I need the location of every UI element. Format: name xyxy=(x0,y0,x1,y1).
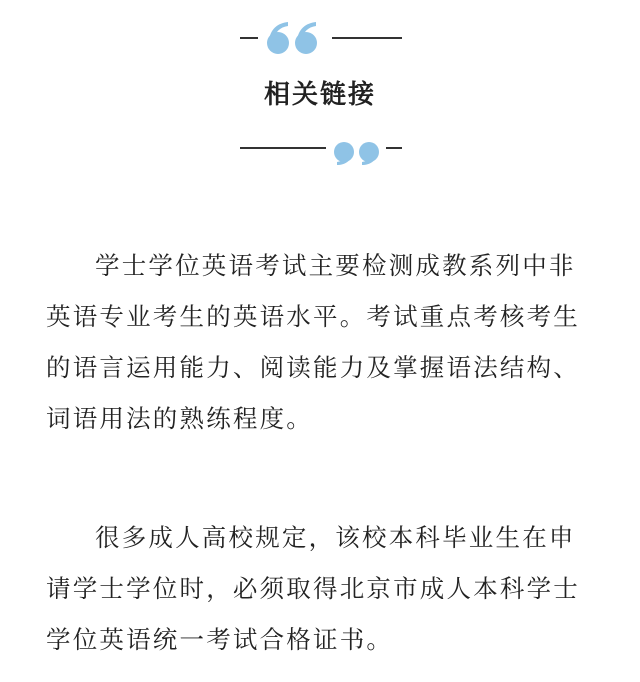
open-quote-icon xyxy=(264,20,322,56)
top-decoration xyxy=(0,18,640,58)
section-title: 相关链接 xyxy=(263,80,376,110)
bottom-left-line xyxy=(240,147,326,149)
bottom-decoration xyxy=(0,132,640,172)
paragraph-degree-requirement: 很多成人高校规定，该校本科毕业生在申请学士学位时，必须取得北京市成人本科学士学位英语统一考试合格证书。 xyxy=(46,523,580,654)
paragraph-exam-purpose: 学士学位英语考试主要检测成教系列中非英语专业考生的英语水平。考试重点考核考生的语言运用能力、阅读能力及掌握语法结构、词语用法的熟练程度。 xyxy=(46,251,580,433)
close-quote-icon xyxy=(332,134,382,166)
bottom-right-line xyxy=(386,147,402,149)
top-left-line xyxy=(240,37,258,39)
section-header xyxy=(0,0,640,180)
top-right-line xyxy=(332,37,402,39)
